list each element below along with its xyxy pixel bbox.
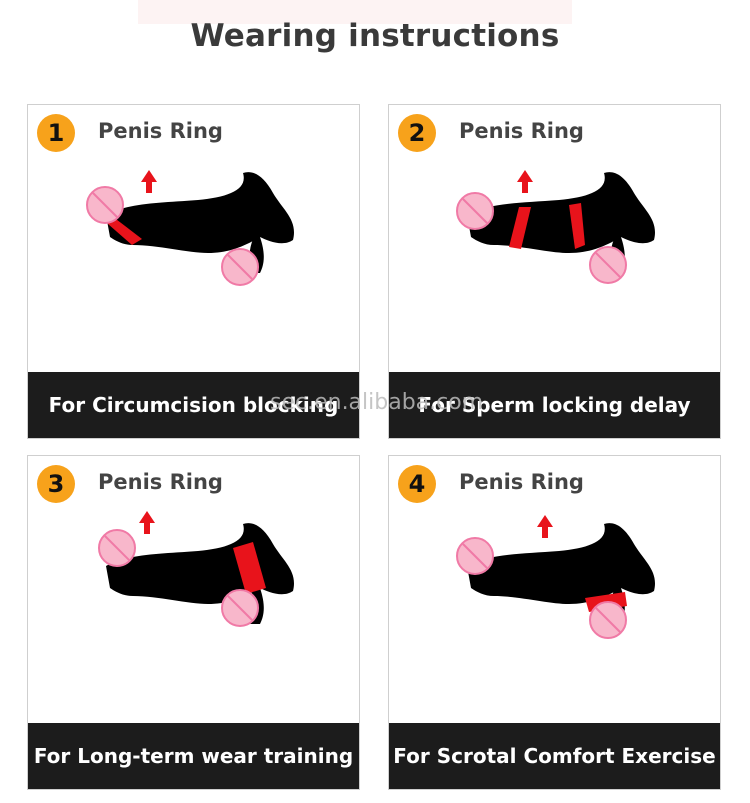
ring-label: Penis Ring <box>459 119 584 143</box>
instruction-panel-4 <box>388 455 721 790</box>
ring-label: Penis Ring <box>459 470 584 494</box>
step-number-badge: 3 <box>37 465 75 503</box>
caption-bar <box>389 372 720 438</box>
ring-label: Penis Ring <box>98 119 223 143</box>
watermark: sec.en.alibaba.com <box>270 390 484 415</box>
instruction-panel-3 <box>27 455 360 790</box>
step-number-badge: 4 <box>398 465 436 503</box>
caption-bar <box>28 372 359 438</box>
up-arrow-icon <box>517 170 533 193</box>
caption-text: For Sperm locking delay <box>418 393 691 417</box>
caption-text: For Long-term wear training <box>33 744 354 768</box>
instruction-panel-1 <box>27 104 360 439</box>
wearing-illustration <box>28 496 360 696</box>
ring-label: Penis Ring <box>98 470 223 494</box>
wearing-illustration <box>389 496 721 696</box>
up-arrow-icon <box>141 170 157 193</box>
wearing-illustration <box>389 145 721 345</box>
step-number-badge: 2 <box>398 114 436 152</box>
caption-text: For Scrotal Comfort Exercise <box>393 744 716 768</box>
caption-bar <box>28 723 359 789</box>
instruction-panel-2 <box>388 104 721 439</box>
up-arrow-icon <box>139 511 155 534</box>
caption-bar <box>389 723 720 789</box>
wearing-illustration <box>28 145 360 345</box>
step-number-badge: 1 <box>37 114 75 152</box>
up-arrow-icon <box>537 515 553 538</box>
page-title: Wearing instructions <box>190 18 560 54</box>
caption-text: For Circumcision blocking <box>48 393 339 417</box>
